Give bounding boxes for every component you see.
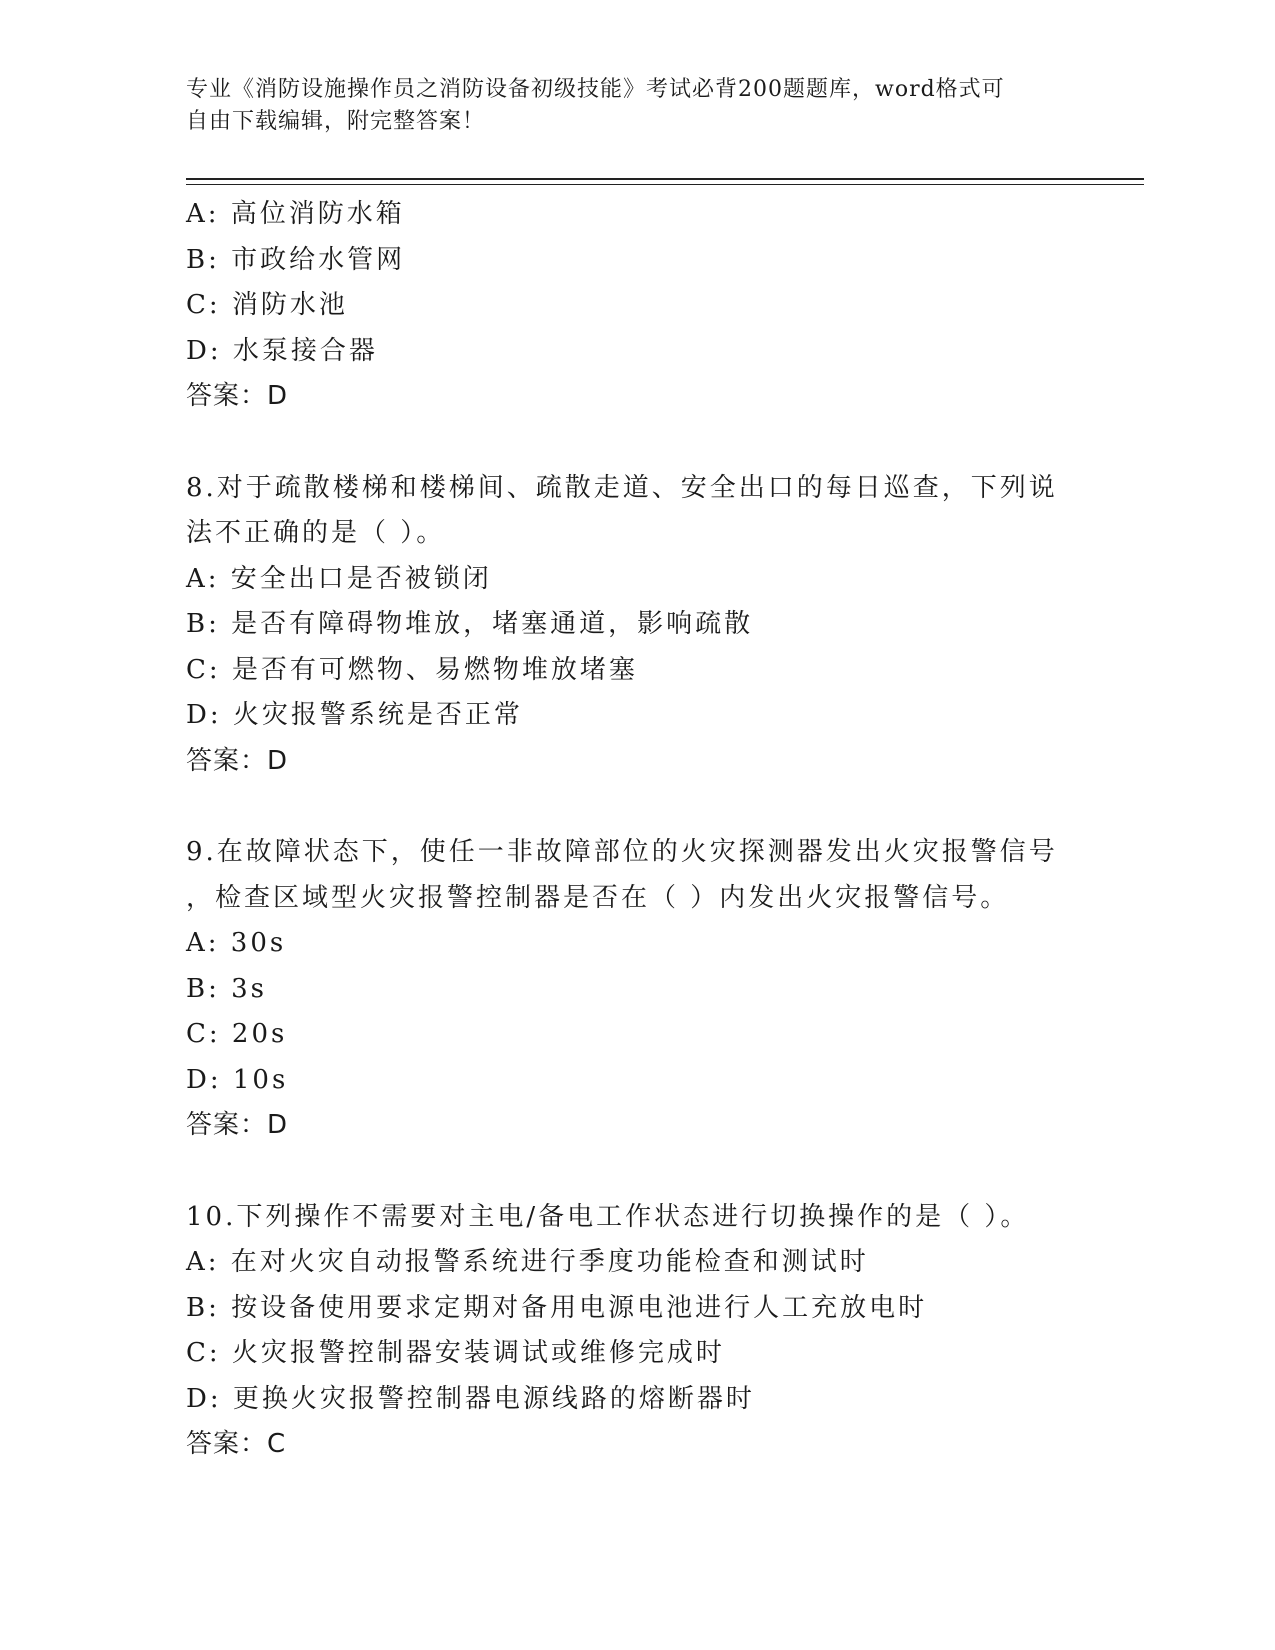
- option-d: D: 火灾报警系统是否正常: [186, 700, 523, 730]
- header-line-1: 专业《消防设施操作员之消防设备初级技能》考试必背200题题库，word格式可: [186, 77, 1005, 102]
- option-d: D: 10s: [186, 1064, 289, 1095]
- question-stem: 法不正确的是（ ）。: [186, 518, 446, 548]
- header-line-2: 自由下载编辑，附完整答案！: [186, 109, 486, 134]
- answer: 答案：C: [186, 1429, 287, 1459]
- question-list: [186, 192, 1086, 1468]
- question-8: [186, 466, 1086, 785]
- answer: 答案：D: [186, 745, 289, 776]
- answer: 答案：D: [186, 1110, 289, 1140]
- question-7: [186, 192, 1086, 420]
- question-10: [186, 1195, 1086, 1468]
- question-stem: 10.下列操作不需要对主电/备电工作状态进行切换操作的是（ ）。: [186, 1201, 1030, 1232]
- header-rule-thick: [186, 178, 1144, 180]
- option-a: A: 安全出口是否被锁闭: [186, 563, 492, 594]
- answer: 答案：D: [186, 381, 289, 411]
- option-b: B: 是否有障碍物堆放，堵塞通道，影响疏散: [186, 609, 754, 639]
- option-c: C: 火灾报警控制器安装调试或维修完成时: [186, 1338, 725, 1368]
- question-9: [186, 830, 1086, 1149]
- option-a: A: 高位消防水箱: [186, 199, 405, 229]
- option-b: B: 按设备使用要求定期对备用电源电池进行人工充放电时: [186, 1292, 928, 1323]
- question-stem: 9.在故障状态下，使任一非故障部位的火灾探测器发出火灾报警信号: [186, 837, 1058, 867]
- option-d: D: 水泵接合器: [186, 335, 378, 366]
- question-stem: ，检查区域型火灾报警控制器是否在（ ）内发出火灾报警信号。: [186, 882, 1010, 913]
- question-stem: 8.对于疏散楼梯和楼梯间、疏散走道、安全出口的每日巡查，下列说: [186, 472, 1058, 503]
- option-c: C: 是否有可燃物、易燃物堆放堵塞: [186, 654, 638, 685]
- option-c: C: 20s: [186, 1019, 288, 1049]
- option-a: A: 30s: [186, 928, 287, 958]
- document-header: [186, 74, 1086, 138]
- option-d: D: 更换火灾报警控制器电源线路的熔断器时: [186, 1383, 755, 1414]
- option-b: B: 市政给水管网: [186, 244, 406, 275]
- header-rule-thin: [186, 184, 1144, 185]
- option-b: B: 3s: [186, 973, 268, 1004]
- option-a: A: 在对火灾自动报警系统进行季度功能检查和测试时: [186, 1247, 869, 1277]
- option-c: C: 消防水池: [186, 290, 348, 320]
